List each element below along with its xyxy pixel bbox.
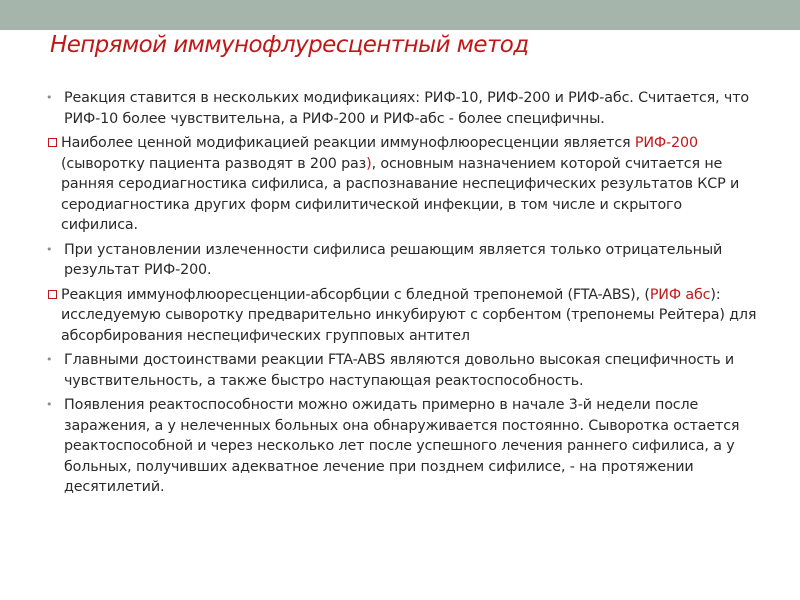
bullet-icon: •	[46, 91, 53, 104]
item-text: Появления реактоспособности можно ожидать примерно в начале 3-й недели после заражения, а у нелеченных больных она обнаруживается постоянно. Сыворотка остается реактоспособной и через несколько лет после успешного лечения раннего сифилиса, а у больных, получивших адекватное лечение при позднем сифилисе, - на протяжении десятилетий.	[64, 397, 740, 495]
highlight-text: РИФ-200	[634, 135, 698, 151]
item-text: Наиболее ценной модификацией реакции иммунофлюоресценции является	[61, 135, 635, 151]
slide-content	[44, 88, 760, 502]
bullet-icon: •	[46, 353, 53, 366]
checkbox-bullet-icon	[48, 290, 57, 299]
slide-title: Непрямой иммунофлуресцентный метод	[50, 32, 529, 58]
checkbox-bullet-icon	[48, 138, 57, 147]
bullet-icon: •	[46, 242, 53, 256]
list-item	[44, 395, 760, 498]
list-item	[44, 350, 760, 391]
bullet-icon: •	[46, 398, 53, 411]
list-item	[44, 88, 760, 129]
item-text: (сыворотку пациента разводят в 200 раз	[61, 155, 367, 172]
highlight-text: )	[366, 155, 372, 172]
list-item	[42, 285, 760, 347]
item-text: Реакция ставится в нескольких модификациях: РИФ-10, РИФ-200 и РИФ-абс. Считается, что РИФ-10 более чувствительна, а РИФ-200 и РИФ-абс - более специфичны.	[64, 90, 749, 127]
item-text: ): исследуемую сыворотку предварительно инкубируют с сорбентом (трепонемы Рейтера) для абсорбирования неспецифических групповых антител	[61, 286, 757, 344]
item-text: Главными достоинствами реакции FTA-ABS являются довольно высокая специфичность и чувствительность, а также быстро наступающая реактоспособность.	[64, 352, 735, 389]
item-text: Реакция иммунофлюоресценции-абсорбции с бледной трепонемой (FTA-ABS), (	[61, 286, 650, 303]
item-text: При установлении излеченности сифилиса решающим является только отрицательный результат РИФ-200.	[64, 241, 723, 278]
list-item	[42, 133, 760, 236]
item-text: , основным назначением которой считается не ранняя серодиагностика сифилиса, а распознавание неспецифических результатов КСР и серодиагностика других форм сифилитической инфекции, в том числе и скрытого сифилиса.	[61, 155, 740, 233]
list-item	[44, 240, 760, 281]
top-bar	[0, 0, 800, 30]
highlight-text: РИФ абс	[649, 286, 711, 303]
